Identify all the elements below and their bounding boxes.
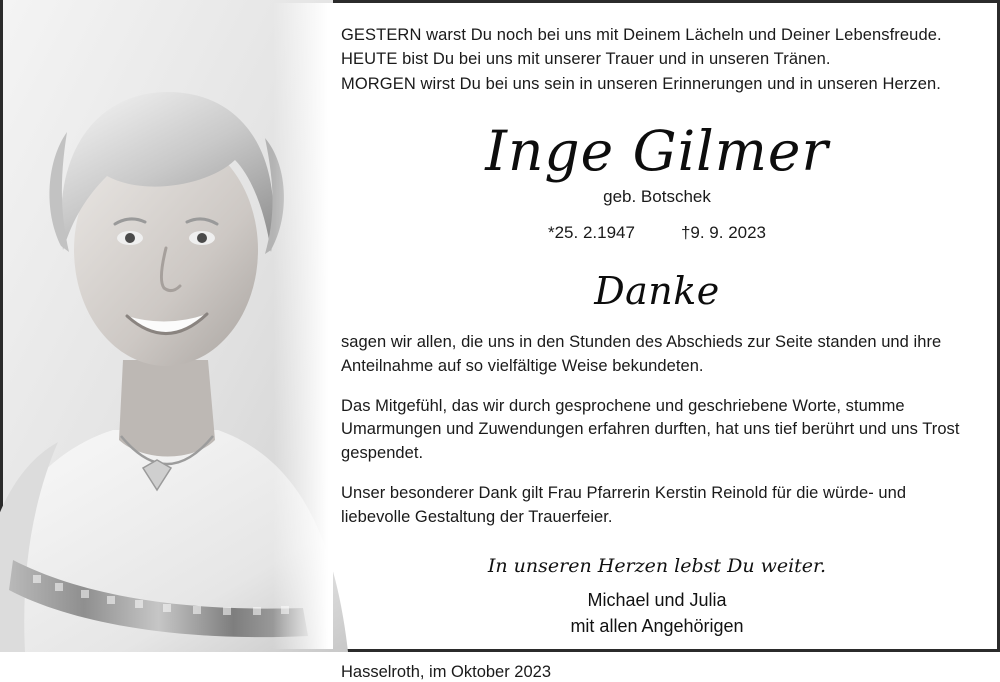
- closing-line: In unseren Herzen lebst Du weiter.: [487, 555, 827, 578]
- thanks-paragraph-2: Das Mitgefühl, das wir durch gesprochene und geschriebene Worte, stumme Umarmungen und Zuwendungen erfahren durften, hat uns tief berührt und uns Trost gespendet.: [341, 396, 960, 462]
- portrait-photo: [3, 3, 333, 649]
- intro-block: [341, 23, 973, 96]
- life-dates: [341, 223, 973, 243]
- card-inner: [3, 3, 997, 682]
- intro-line-2: HEUTE bist Du bei uns mit unserer Trauer und in unseren Tränen.: [341, 50, 831, 69]
- intro-line-3: MORGEN wirst Du bei uns sein in unseren Erinnerungen und in unseren Herzen.: [341, 74, 941, 93]
- signers-block: [341, 587, 973, 639]
- birth-date: *25. 2.1947: [547, 223, 635, 243]
- intro-line-1: GESTERN warst Du noch bei uns mit Deinem Lächeln und Deiner Lebensfreude.: [341, 26, 942, 44]
- portrait-illustration: [3, 3, 333, 649]
- deceased-name: Inge Gilmer: [485, 118, 829, 183]
- thanks-paragraph-1: sagen wir allen, die uns in den Stunden des Abschieds zur Seite standen und ihre Anteilnahme auf so vielfältige Weise bekundeten.: [341, 333, 942, 375]
- thanks-heading: Danke: [594, 269, 720, 314]
- signer-line-1: Michael und Julia: [587, 590, 727, 611]
- place-and-date: Hasselroth, im Oktober 2023: [341, 663, 552, 682]
- death-date: †9. 9. 2023: [680, 223, 767, 243]
- thanks-paragraph-3: Unser besonderer Dank gilt Frau Pfarrerin Kerstin Reinold für die würde- und liebevolle Gestaltung der Trauerfeier.: [341, 484, 907, 526]
- signer-line-2: mit allen Angehörigen: [570, 616, 744, 637]
- maiden-name: geb. Botschek: [603, 187, 711, 207]
- card-text-column: [333, 3, 997, 682]
